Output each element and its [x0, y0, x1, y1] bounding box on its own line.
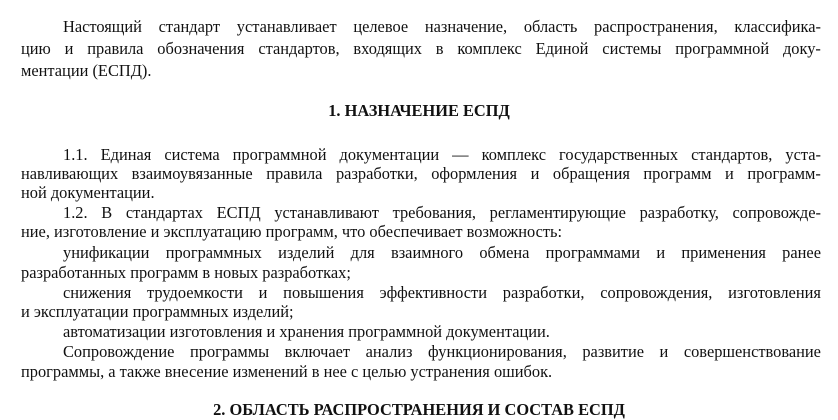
paragraph-line: Сопровождение программы включает анализ функционирования, развитие и совершенствование	[63, 342, 821, 361]
list-item-line: разработанных программ в новых разработках;	[21, 263, 351, 282]
list-item-line: автоматизации изготовления и хранения программной документации.	[63, 322, 550, 341]
paragraph-line: 1.1. Единая система программной документации — комплекс государственных стандартов, уста-	[63, 145, 821, 164]
intro-line-1: Настоящий стандарт устанавливает целевое назначение, область распространения, классифика-	[63, 17, 821, 36]
paragraph-line: 1.2. В стандартах ЕСПД устанавливают требования, регламентирующие разработку, сопровожде-	[63, 203, 821, 222]
paragraph-line: программы, а также внесение изменений в нее с целью устранения ошибок.	[21, 362, 553, 381]
paragraph-line: ние, изготовление и эксплуатацию программ, что обеспечивает возможность:	[21, 222, 563, 241]
intro-line-2: цию и правила обозначения стандартов, входящих в комплекс Единой системы программной доку-	[21, 39, 821, 58]
list-item-line: унификации программных изделий для взаимного обмена программами и применения ранее	[63, 243, 821, 262]
section-2-heading: 2. ОБЛАСТЬ РАСПРОСТРАНЕНИЯ И СОСТАВ ЕСПД	[213, 400, 625, 419]
list-item-line: снижения трудоемкости и повышения эффективности разработки, сопровождения, изготовления	[63, 283, 821, 302]
paragraph-line: ной документации.	[21, 183, 155, 202]
list-item-line: и эксплуатации программных изделий;	[21, 302, 294, 321]
intro-line-3: ментации (ЕСПД).	[21, 61, 152, 80]
paragraph-line: навливающих взаимоувязанные правила разработки, оформления и обращения программ и программ-	[21, 164, 821, 183]
section-1-heading: 1. НАЗНАЧЕНИЕ ЕСПД	[328, 101, 510, 120]
